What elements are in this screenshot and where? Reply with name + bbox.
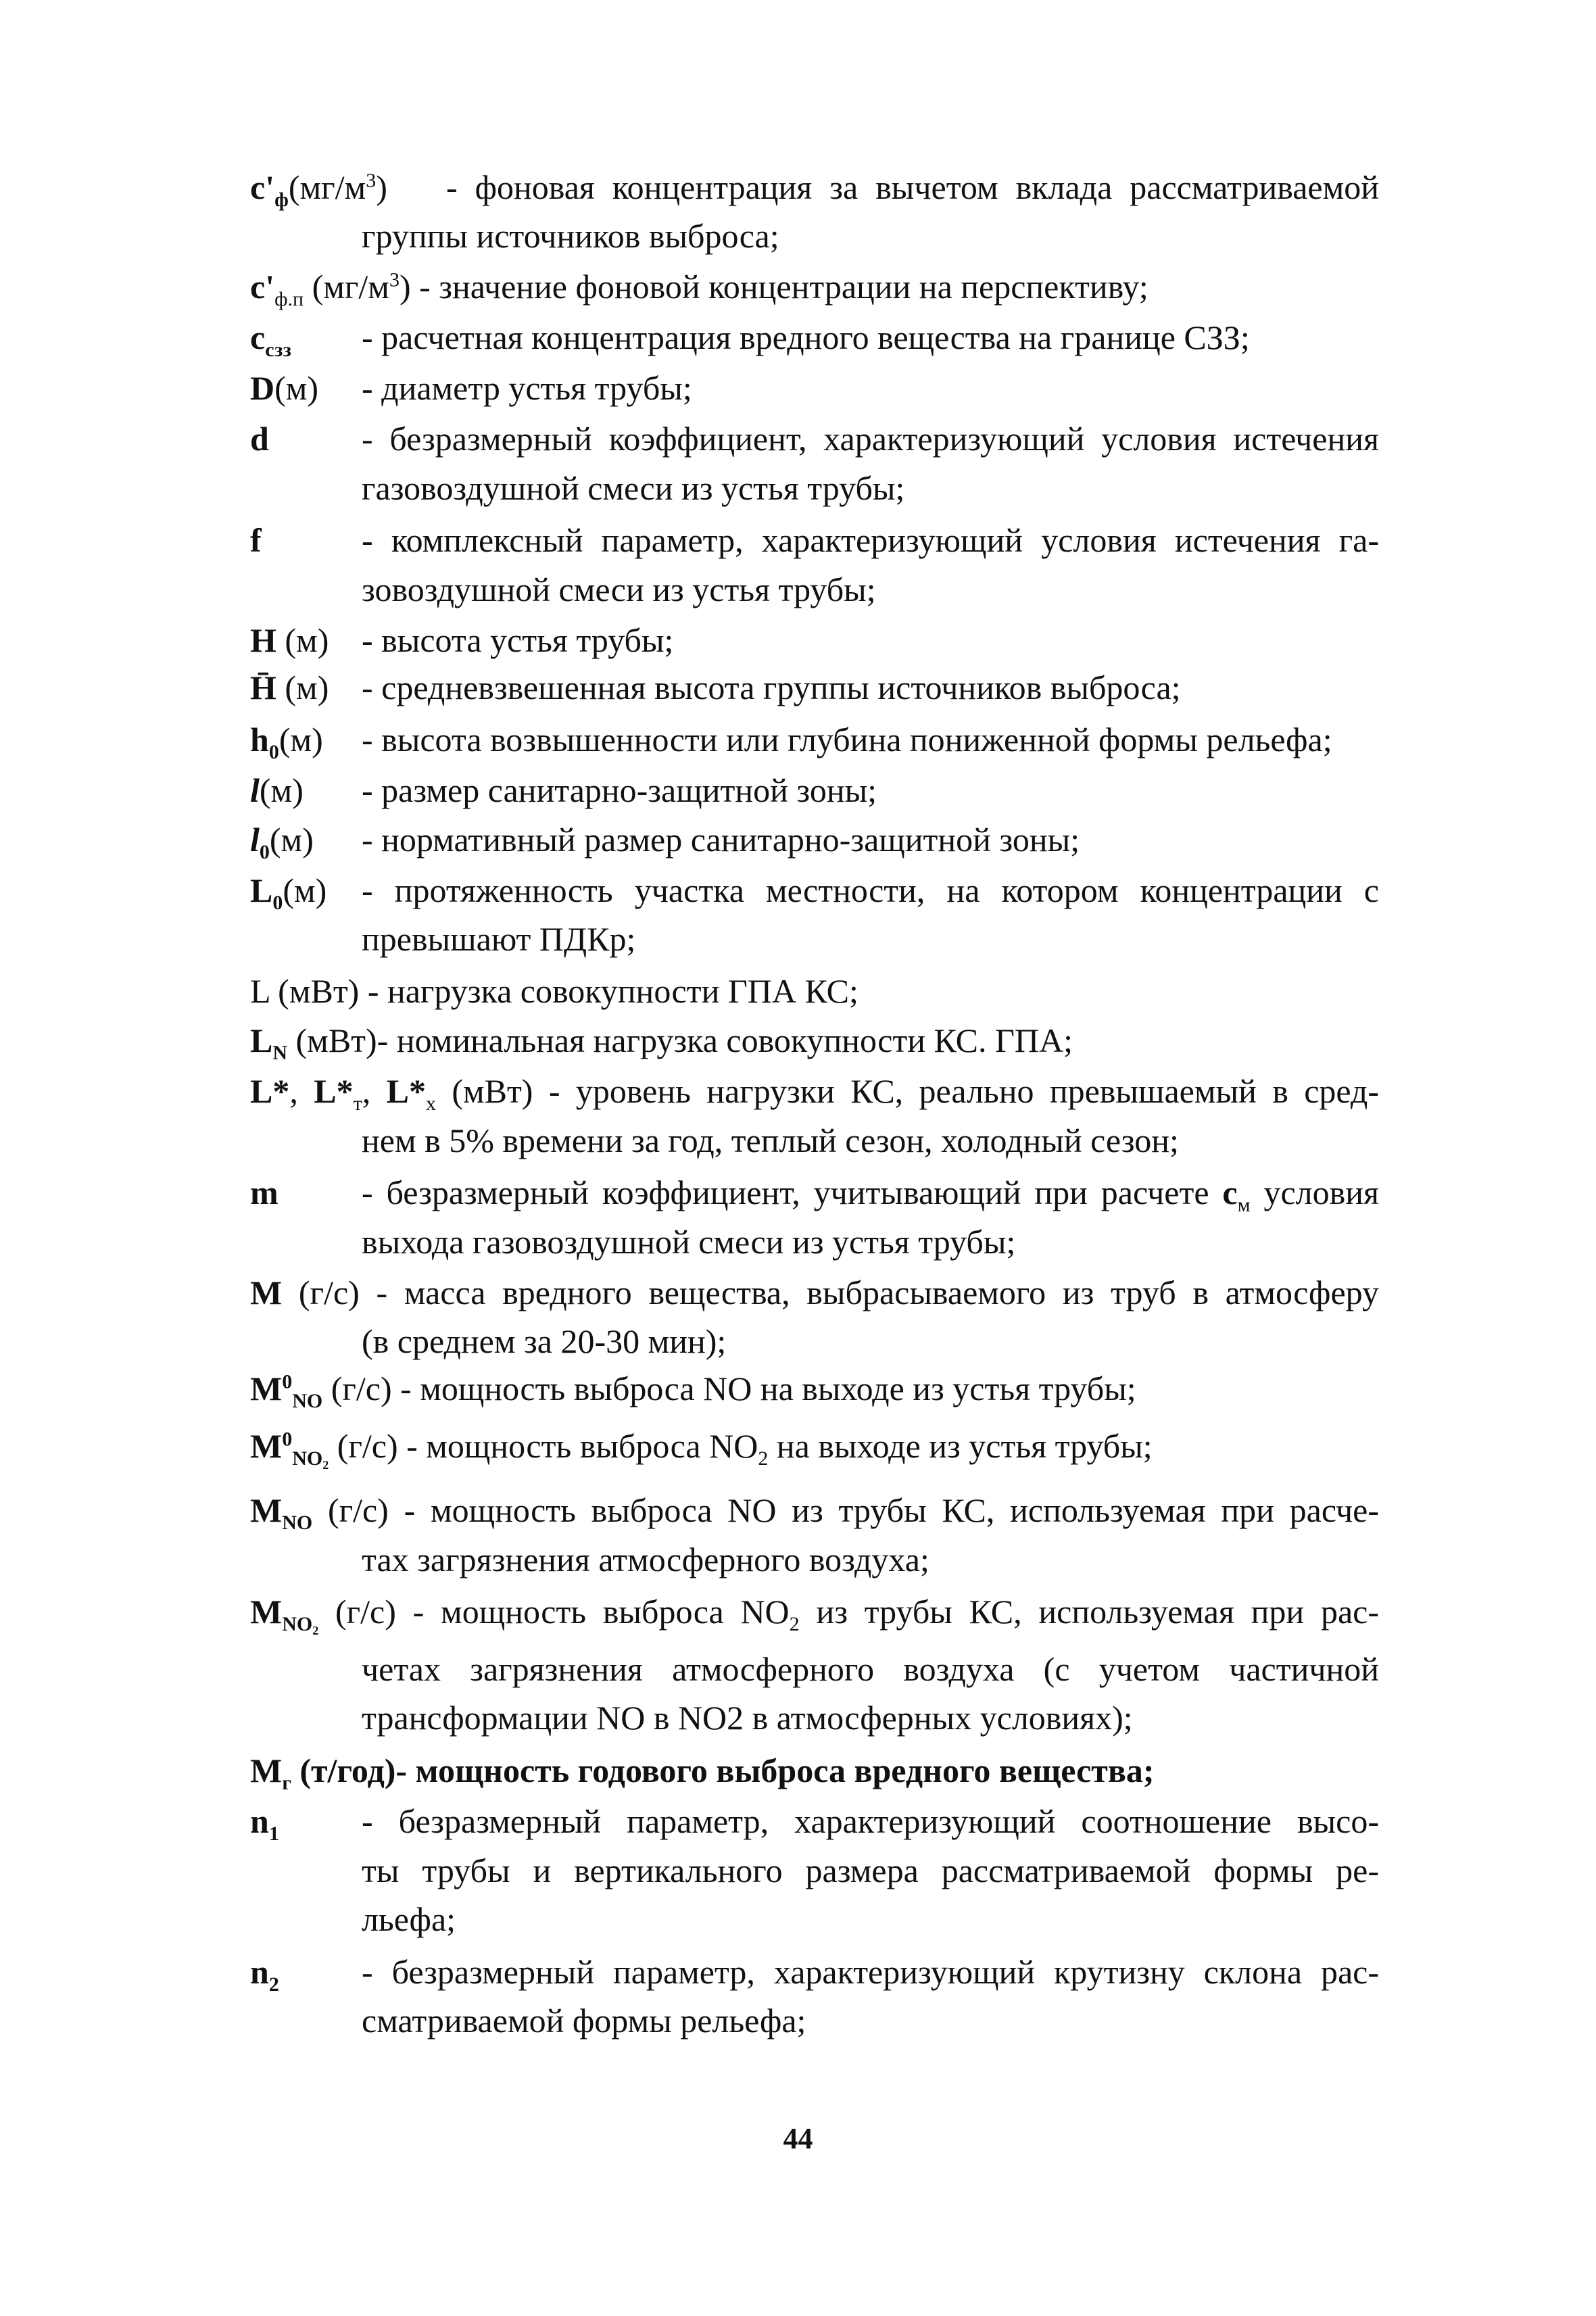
- entry-desc: - безразмерный параметр, характеризующий крутизну склона рас-: [362, 1953, 1379, 1991]
- entry-inline: M (г/с) - масса вредного вещества, выбрасываемого из труб в атмосферу: [250, 1274, 1379, 1311]
- entry-desc: - средневзвешенная высота группы источников выброса;: [362, 669, 1181, 706]
- symbol-L0: $L_0(м)$: [250, 871, 327, 914]
- entry-desc-cont: выхода газовоздушной смеси из устья трубы;: [362, 1223, 1016, 1261]
- entry-desc-cont: зовоздушной смеси из устья трубы;: [362, 571, 876, 608]
- entry-desc-cont: превышают ПДКр;: [362, 920, 636, 958]
- entry-desc: - нормативный размер санитарно-защитной зоны;: [362, 821, 1080, 859]
- entry-desc: - безразмерный коэффициент, учитывающий при расчете $c_м$ условия: [362, 1174, 1379, 1216]
- symbol-l: l(м): [250, 771, 304, 809]
- entry-inline: $M^0_{NO_2}$ (г/с) - мощность выброса $NO_2$ на выходе из устья трубы;: [250, 1427, 1153, 1470]
- symbol-c-phi: $c'_ф(мг/м^3)$: [250, 168, 387, 211]
- entry-desc: - безразмерный параметр, характеризующий соотношение высо-: [362, 1802, 1379, 1840]
- page-number: 44: [783, 2122, 813, 2155]
- entry-inline: L (мВт) - нагрузка совокупности ГПА КС;: [250, 972, 859, 1010]
- symbol-n2: $n_2$: [250, 1953, 279, 1996]
- symbol-m: m: [250, 1174, 279, 1211]
- entry-desc-cont: сматриваемой формы рельефа;: [362, 2002, 806, 2040]
- entry-inline: $c'_{ф.п}$ $(мг/м^3)$ - значение фоновой концентрации на перспективу;: [250, 268, 1148, 310]
- symbol-d: d: [250, 420, 269, 458]
- symbol-l0: $l_0(м)$: [250, 821, 314, 863]
- entry-desc-cont: льефа;: [362, 1900, 456, 1938]
- symbol-H: H (м): [250, 621, 329, 659]
- entry-inline: $M_{NO_2}$ (г/с) - мощность выброса $NO_2$ из трубы КС, используемая при рас-: [250, 1593, 1379, 1635]
- symbol-c-szz: $c_{сзз}$: [250, 318, 291, 361]
- entry-desc-cont: трансформации NO в NO2 в атмосферных условиях);: [362, 1699, 1133, 1737]
- entry-desc: - протяженность участка местности, на котором концентрации c: [362, 871, 1379, 909]
- entry-desc: - высота устья трубы;: [362, 621, 674, 659]
- entry-desc: - расчетная концентрация вредного вещества на границе СЗЗ;: [362, 318, 1250, 356]
- entry-desc-cont: газовоздушной смеси из устья трубы;: [362, 469, 905, 507]
- entry-desc-cont: нем в 5% времени за год, теплый сезон, холодный сезон;: [362, 1121, 1179, 1159]
- entry-inline: $L_N$ (мВт)- номинальная нагрузка совокупности КС. ГПА;: [250, 1021, 1073, 1064]
- entry-desc: - высота возвышенности или глубина пониженной формы рельефа;: [362, 721, 1332, 758]
- entry-desc: - комплексный параметр, характеризующий условия истечения га-: [362, 521, 1379, 559]
- symbol-h0: $h_0(м)$: [250, 721, 323, 763]
- entry-desc-cont: ты трубы и вертикального размера рассматриваемой формы ре-: [362, 1852, 1379, 1889]
- symbol-n1: $n_1$: [250, 1802, 279, 1845]
- entry-desc: - размер санитарно-защитной зоны;: [362, 771, 877, 809]
- entry-inline: $M_{NO}$ (г/с) - мощность выброса NO из трубы КС, используемая при расче-: [250, 1491, 1379, 1534]
- entry-desc-cont: группы источников выброса;: [362, 217, 779, 255]
- entry-inline: L*, $L*_т$, $L*_х$ (мВт) - уровень нагрузки КС, реально превышаемый в сред-: [250, 1072, 1380, 1115]
- entry-inline: $M^0_{NO}$ (г/с) - мощность выброса NO на выходе из устья трубы;: [250, 1370, 1136, 1412]
- entry-desc-cont: (в среднем за 20-30 мин);: [362, 1322, 727, 1360]
- entry-desc: - фоновая концентрация за вычетом вклада рассматриваемой: [446, 168, 1379, 206]
- entry-desc: - диаметр устья трубы;: [362, 369, 692, 407]
- symbol-D: D(м): [250, 369, 319, 407]
- symbol-H-bar: H̄ (м): [250, 669, 329, 706]
- entry-desc-cont: четах загрязнения атмосферного воздуха (с учетом частичной: [362, 1650, 1379, 1688]
- entry-inline: $M_г$ (т/год)- мощность годового выброса вредного вещества;: [250, 1752, 1155, 1794]
- entry-desc-cont: тах загрязнения атмосферного воздуха;: [362, 1541, 929, 1578]
- entry-desc: - безразмерный коэффициент, характеризующий условия истечения: [362, 420, 1379, 458]
- symbol-f: f: [250, 521, 262, 559]
